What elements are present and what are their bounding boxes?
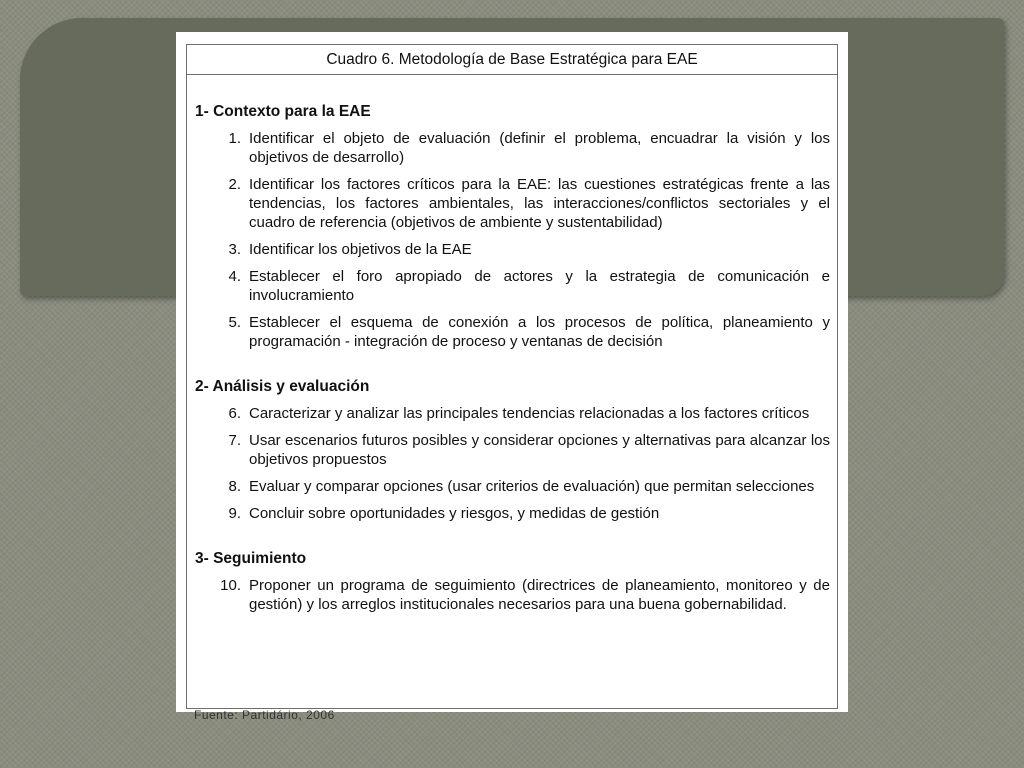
list-item: [195, 477, 830, 496]
section-title-contexto: 1- Contexto para la EAE: [195, 103, 371, 120]
source-note: Fuente: Partidário, 2006: [194, 708, 335, 722]
item-text: Evaluar y comparar opciones (usar criterios de evaluación) que permitan selecciones: [249, 478, 815, 495]
item-text: Concluir sobre oportunidades y riesgos, y medidas de gestión: [249, 505, 660, 522]
list-item: [195, 240, 830, 259]
list-item: [195, 504, 830, 523]
list-item: [195, 175, 830, 232]
table-frame: [186, 44, 838, 709]
section-items-contexto: [195, 129, 830, 351]
section-items-analisis: [195, 404, 830, 523]
list-item: [195, 267, 830, 305]
item-text: Usar escenarios futuros posibles y considerar opciones y alternativas para alcanzar los objetivos propuestos: [249, 432, 830, 468]
item-text: Establecer el esquema de conexión a los procesos de política, planeamiento y programación - integración de proceso y ventanas de decisión: [249, 314, 830, 350]
item-text: Identificar el objeto de evaluación (definir el problema, encuadrar la visión y los objetivos de desarrollo): [249, 130, 830, 166]
list-item: [195, 404, 830, 423]
item-text: Establecer el foro apropiado de actores y la estrategia de comunicación e involucramiento: [249, 268, 830, 304]
list-item: [195, 313, 830, 351]
item-number: 4.: [228, 268, 241, 285]
table-content: [187, 102, 837, 614]
item-text: Identificar los factores críticos para la EAE: las cuestiones estratégicas frente a las tendencias, los factores ambientales, las interacciones/conflictos sectoriales y el cuadro de referencia (objetivos de ambiente y sustentabilidad): [249, 176, 830, 231]
item-text: Proponer un programa de seguimiento (directrices de planeamiento, monitoreo y de gestión) y los arreglos institucionales necesarios para una buena gobernabilidad.: [249, 577, 830, 613]
item-number: 3.: [228, 241, 241, 258]
document-image: [176, 32, 848, 722]
section-title-seguimiento: 3- Seguimiento: [195, 550, 307, 567]
item-number: 7.: [228, 432, 241, 449]
section-items-seguimiento: [195, 576, 830, 614]
item-number: 5.: [228, 314, 241, 331]
list-item: [195, 129, 830, 167]
table-title: Cuadro 6. Metodología de Base Estratégica para EAE: [187, 45, 837, 75]
item-number: 10.: [220, 577, 241, 594]
item-number: 8.: [228, 478, 241, 495]
item-text: Caracterizar y analizar las principales tendencias relacionadas a los factores críticos: [249, 405, 810, 422]
section-title-analisis: 2- Análisis y evaluación: [195, 378, 370, 395]
item-number: 1.: [228, 130, 241, 147]
list-item: [195, 431, 830, 469]
list-item: [195, 576, 830, 614]
item-number: 2.: [228, 176, 241, 193]
item-number: 6.: [228, 405, 241, 422]
item-number: 9.: [228, 505, 241, 522]
item-text: Identificar los objetivos de la EAE: [249, 241, 472, 258]
